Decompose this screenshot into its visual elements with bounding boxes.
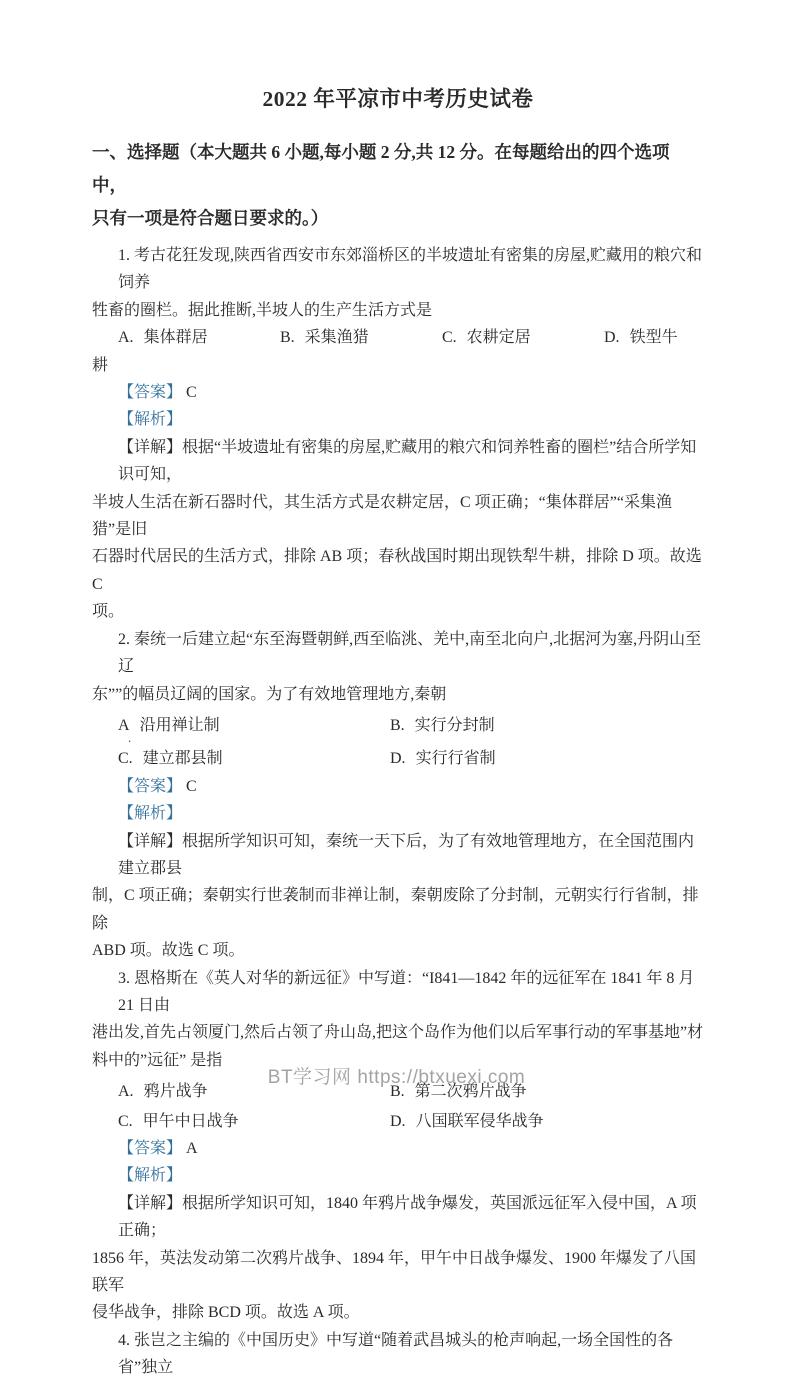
explanation-line: 侵华战争，排除 BCD 项。故选 A 项。 [92, 1304, 360, 1322]
option-text: 实行分封制 [414, 716, 495, 734]
option-text: 建立郡县制 [142, 750, 223, 768]
option-c [118, 1108, 390, 1135]
option-label: A. [118, 1083, 134, 1101]
explanation-line: 1856 年，英法发动第二次鸦片战争、1894 年，甲午中日战争爆发、1900 年爆发了八国联军 [92, 1249, 697, 1295]
option-label: D. [390, 750, 406, 768]
option-a [118, 324, 280, 351]
option-label: C. [118, 1112, 133, 1130]
option-b [280, 324, 442, 351]
option-text: 铁型牛 [629, 329, 678, 347]
stray-dot-artifact: . [128, 729, 132, 745]
option-text: 集体群居 [143, 329, 208, 347]
page-title: 2022 年平凉市中考历史试卷 [262, 87, 534, 111]
option-d-wrap-line: 耕 [92, 356, 109, 374]
answer-value: A [186, 1140, 198, 1157]
option-label: B. [390, 1083, 405, 1101]
question-block-3 [92, 965, 704, 1327]
question-stem-line: 料中的”远征” 是指 [92, 1051, 223, 1069]
analysis-line [92, 800, 704, 827]
questions-body [92, 242, 704, 1382]
options-row [92, 1108, 704, 1135]
options-row [92, 712, 704, 739]
analysis-label: 【解析】 [118, 1167, 183, 1185]
option-label: C. [118, 750, 133, 768]
option-label: D. [390, 1112, 406, 1130]
option-label: D. [604, 329, 620, 347]
option-d [390, 745, 496, 772]
answer-value: C [186, 777, 197, 795]
explanation-line: 半坡人生活在新石器时代，其生活方式是农耕定居，C 项正确；“集体群居”“采集渔猎”是旧 [92, 493, 672, 539]
option-a [118, 712, 390, 739]
explanation-line: 石器时代居民的生活方式，排除 AB 项；春秋战国时期出现铁犁牛耕，排除 D 项。故选 C [92, 548, 702, 593]
option-text: 第二次鸦片战争 [414, 1083, 527, 1101]
options-row [92, 745, 704, 772]
answer-line [92, 773, 704, 800]
question-stem-line: 牲畜的圈栏。据此推断,半坡人的生产生活方式是 [92, 301, 433, 319]
option-text: 实行行省制 [415, 750, 496, 768]
options-row [92, 324, 704, 351]
page-content [92, 0, 704, 1382]
option-label: A. [118, 329, 134, 347]
watermark-footer: BT学习网 https://btxuexi.com [267, 1067, 526, 1088]
answer-label: 【答案】 [118, 1140, 183, 1157]
question-stem-line: 东””的幅员辽阔的国家。为了有效地管理地方,秦朝 [92, 685, 447, 703]
answer-value: C [186, 384, 197, 402]
question-stem-line: 2. 秦统一后建立起“东至海暨朝鲜,西至临洮、羌中,南至北向户,北据河为塞,丹阴山至辽 [118, 630, 702, 676]
explanation-line: ABD 项。故选 C 项。 [92, 942, 245, 960]
question-block-4 [92, 1327, 704, 1382]
section-heading [92, 136, 704, 235]
option-label: B. [280, 329, 295, 347]
option-text: 采集渔猎 [304, 329, 369, 347]
explanation-line: 【详解】根据所学知识可知，1840 年鸦片战争爆发，英国派远征军入侵中国，A 项正确； [118, 1194, 697, 1240]
option-text: 农耕定居 [466, 329, 531, 347]
option-c [118, 745, 390, 772]
question-block-2 [92, 626, 704, 965]
option-text: 八国联军侵华战争 [415, 1112, 544, 1130]
question-stem-line: 港出发,首先占领厦门,然后占领了舟山岛,把这个岛作为他们以后军事行动的军事基地”材 [92, 1024, 704, 1042]
option-text: 沿用禅让制 [139, 716, 220, 734]
analysis-label: 【解析】 [118, 805, 183, 823]
explanation-line: 项。 [92, 603, 125, 621]
option-c [442, 324, 604, 351]
analysis-line [92, 1162, 704, 1189]
question-stem-line: 1. 考古花狂发现,陕西省西安市东郊淄桥区的半坡遗址有密集的房屋,贮藏用的粮穴和饲养 [118, 247, 703, 292]
option-text: 鸦片战争 [143, 1083, 208, 1101]
option-d [604, 324, 678, 351]
answer-line [92, 379, 704, 406]
question-block-1 [92, 242, 704, 626]
answer-label: 【答案】 [118, 384, 183, 402]
options-group [92, 712, 704, 773]
question-stem-line: 4. 张岂之主编的《中国历史》中写道“随着武昌城头的枪声响起,一场全国性的各省”独立 [118, 1331, 674, 1377]
explanation-line: 制，C 项正确；秦朝实行世袭制而非禅让制，秦朝废除了分封制，元朝实行行省制，排除 [92, 887, 699, 932]
explanation-line: 【详解】根据“半坡遗址有密集的房屋,贮藏用的粮穴和饲养牲畜的圈栏”结合所学知识可知， [118, 438, 697, 484]
option-text: 甲午中日战争 [142, 1112, 239, 1130]
explanation-line: 【详解】根据所学知识可知，秦统一天下后，为了有效地管理地方，在全国范围内建立郡县 [118, 832, 695, 877]
analysis-label: 【解析】 [118, 411, 183, 429]
option-label: A [118, 716, 130, 734]
option-label: C. [442, 329, 457, 347]
section-heading-line: 一、选择题（本大题共 6 小题,每小题 2 分,共 12 分。在每题给出的四个选项中， [92, 142, 670, 195]
section-heading-line: 只有一项是符合题日要求的。） [92, 208, 329, 228]
option-label: B. [390, 716, 405, 734]
question-stem-line: 3. 恩格斯在《英人对华的新远征》中写道：“I841—1842 年的远征军在 1841 年 8 月 21 日由 [118, 969, 695, 1014]
analysis-line [92, 406, 704, 433]
answer-line [92, 1135, 704, 1162]
option-d [390, 1108, 544, 1135]
option-b [390, 712, 495, 739]
answer-label: 【答案】 [118, 777, 183, 795]
